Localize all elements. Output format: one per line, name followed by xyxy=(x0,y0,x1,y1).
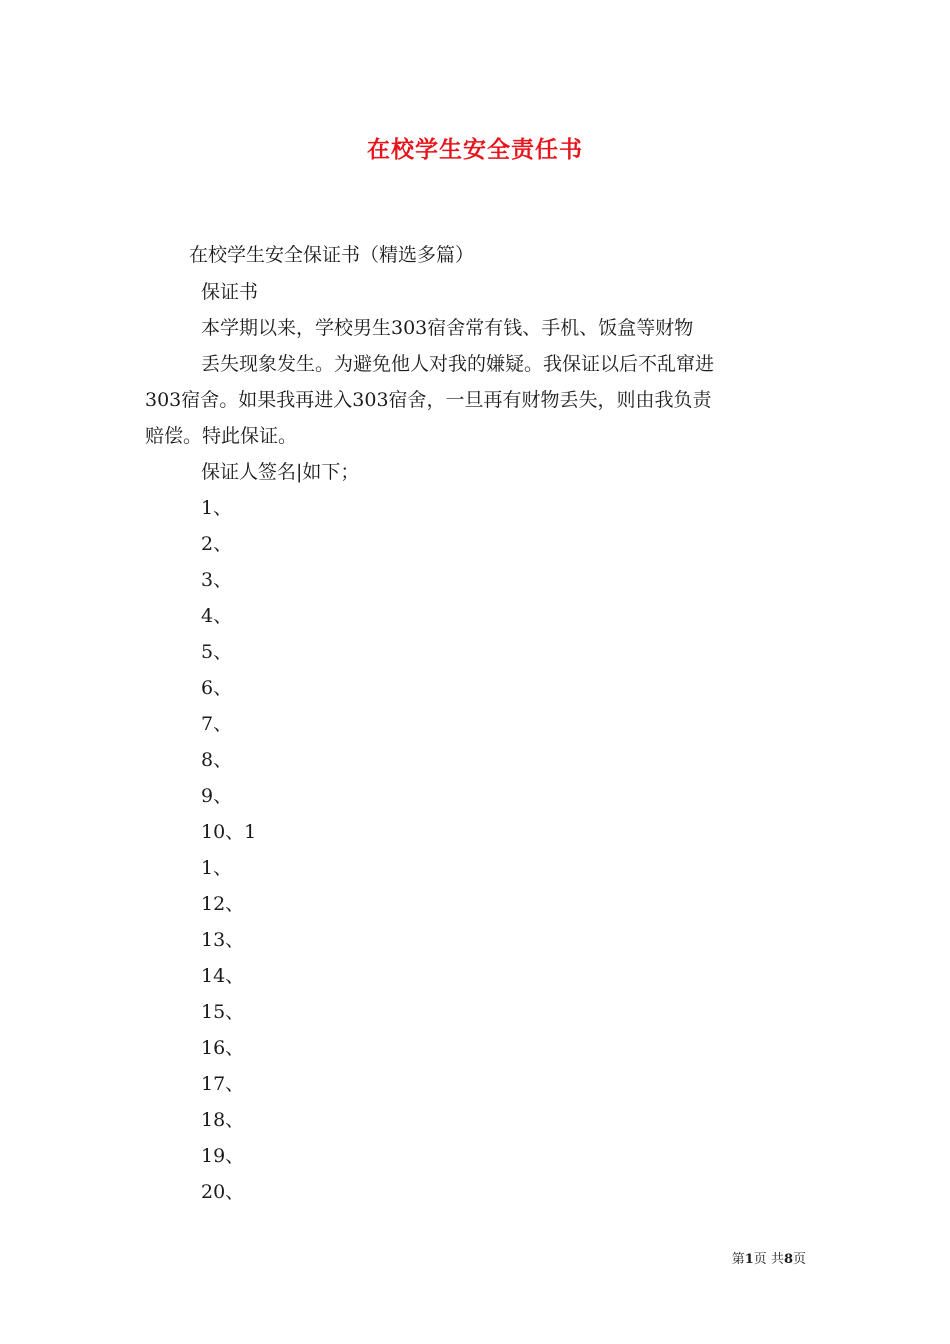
paragraph-line: 本学期以来，学校男生303宿舍常有钱、手机、饭盒等财物 xyxy=(201,317,694,339)
footer-middle: 页 共 xyxy=(753,1252,784,1267)
signature-list-item: 13、 xyxy=(201,929,245,951)
signature-list xyxy=(201,496,256,1216)
signature-list-item: 15、 xyxy=(201,1001,245,1023)
signature-list-item: 14、 xyxy=(201,965,245,987)
signature-list-item: 17、 xyxy=(201,1073,245,1095)
footer-current-page: 1 xyxy=(744,1252,754,1267)
signature-list-item: 7、 xyxy=(201,713,233,735)
signature-list-item: 6、 xyxy=(201,677,233,699)
signature-list-item: 10、1 xyxy=(201,821,257,843)
document-title: 在校学生安全责任书 xyxy=(367,136,583,163)
signature-list-item: 19、 xyxy=(201,1145,245,1167)
footer-total-pages: 8 xyxy=(783,1252,793,1267)
signature-list-item: 3、 xyxy=(201,569,233,591)
paragraph-line: 赔偿。特此保证。 xyxy=(145,425,298,447)
page-footer xyxy=(732,1248,806,1267)
signature-list-item: 18、 xyxy=(201,1109,245,1131)
section-heading: 保证书 xyxy=(201,281,259,303)
paragraph-line: 丢失现象发生。为避免他人对我的嫌疑。我保证以后不乱窜进 xyxy=(201,353,715,375)
signature-list-item: 1、 xyxy=(201,857,233,879)
footer-prefix: 第 xyxy=(731,1252,745,1267)
footer-suffix: 页 xyxy=(792,1252,806,1267)
signature-list-item: 4、 xyxy=(201,605,233,627)
signature-list-item: 5、 xyxy=(201,641,233,663)
signature-list-item: 2、 xyxy=(201,533,233,555)
signature-list-item: 8、 xyxy=(201,749,233,771)
document-subtitle: 在校学生安全保证书（精选多篇） xyxy=(189,244,475,266)
signature-list-item: 16、 xyxy=(201,1037,245,1059)
signature-list-item: 1、 xyxy=(201,497,233,519)
signature-label: 保证人签名|如下； xyxy=(201,461,360,483)
signature-list-item: 20、 xyxy=(201,1181,245,1203)
paragraph-line: 303宿舍。如果我再进入303宿舍，一旦再有财物丢失，则由我负责 xyxy=(145,389,712,411)
signature-list-item: 12、 xyxy=(201,893,245,915)
signature-list-item: 9、 xyxy=(201,785,233,807)
